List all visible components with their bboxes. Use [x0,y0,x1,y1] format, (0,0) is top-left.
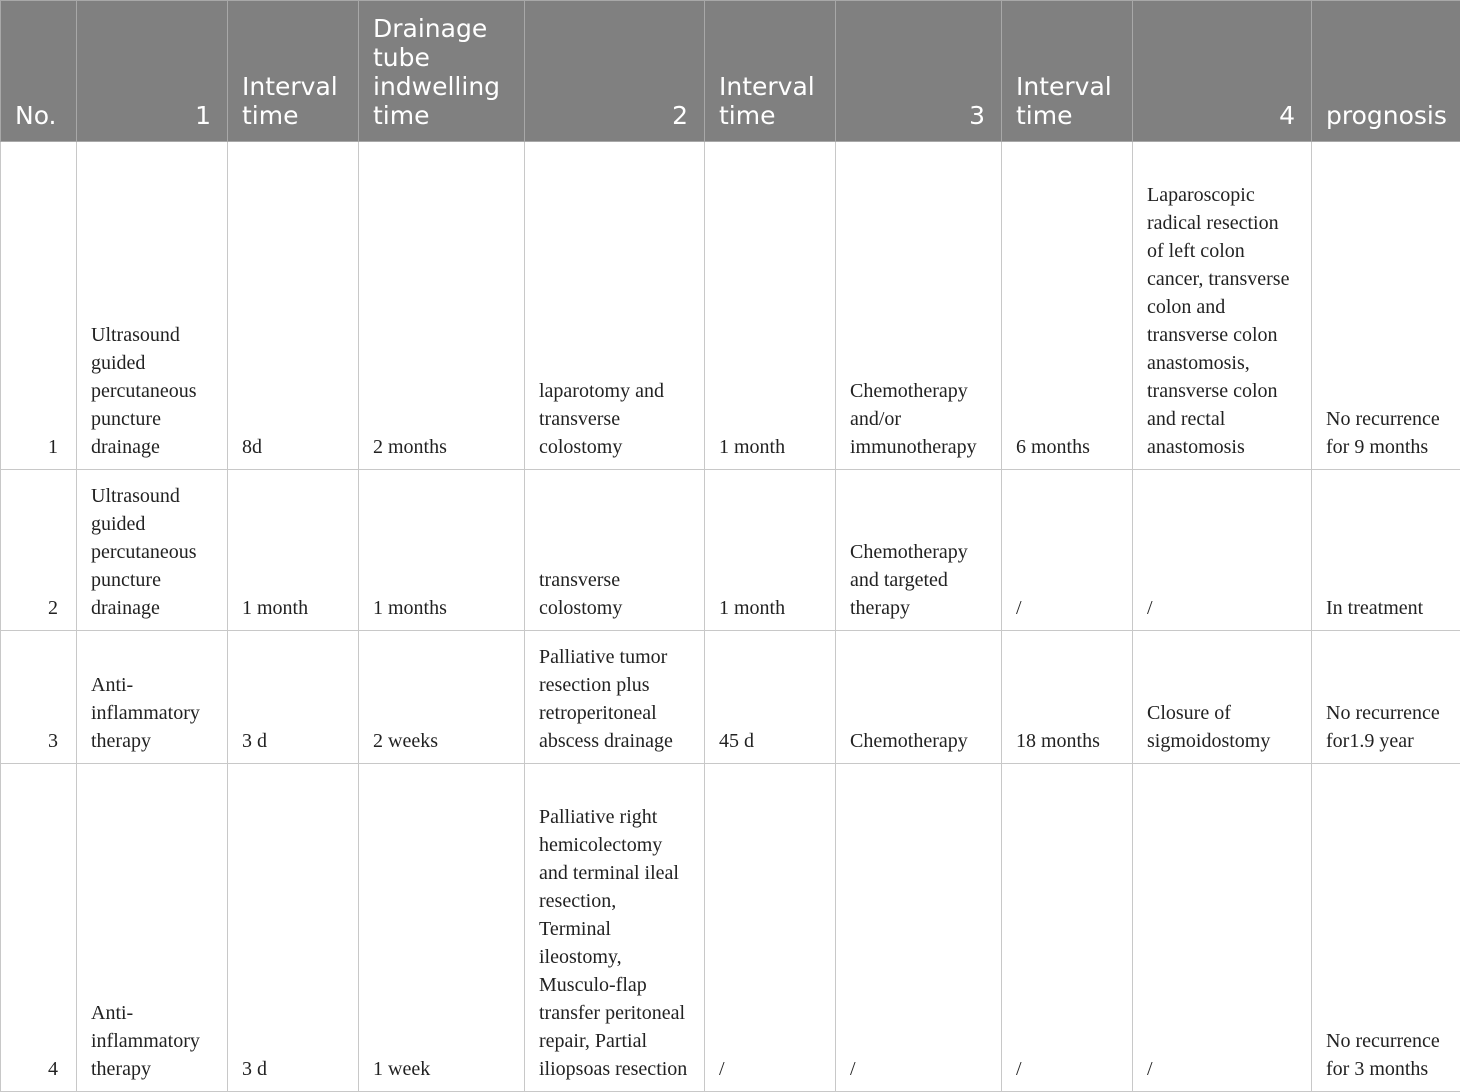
cell-interval-3: 6 months [1002,142,1133,470]
cell-drainage-time: 1 months [359,470,525,631]
table-row [1,764,1460,1092]
cell-interval-1: 3 d [228,631,359,764]
cell-interval-3: / [1002,764,1133,1092]
cell-no: 1 [1,142,77,470]
cell-step-2: Palliative right hemicolectomy and terminal ileal resection, Terminal ileostomy, Musculo-flap transfer peritoneal repair, Partial iliopsoas resection [525,764,705,1092]
header-interval-time-1: Interval time [228,1,359,142]
cell-prognosis: No recurrence for1.9 year [1312,631,1460,764]
cell-step-4: / [1133,764,1312,1092]
cell-step-4: / [1133,470,1312,631]
header-step-2: 2 [525,1,705,142]
header-step-4: 4 [1133,1,1312,142]
cell-step-2: transverse colostomy [525,470,705,631]
table-row [1,142,1460,470]
cell-interval-1: 1 month [228,470,359,631]
header-step-1: 1 [77,1,228,142]
cell-step-1: Anti-inflammatory therapy [77,631,228,764]
cell-no: 3 [1,631,77,764]
cell-prognosis: No recurrence for 9 months [1312,142,1460,470]
cell-interval-2: 1 month [705,470,836,631]
cell-step-3: / [836,764,1002,1092]
cell-step-1: Anti-inflammatory therapy [77,764,228,1092]
header-row [1,1,1460,142]
cell-step-4: Laparoscopic radical resection of left colon cancer, transverse colon and transverse colon anastomosis, transverse colon and rectal anastomosis [1133,142,1312,470]
header-interval-time-2: Interval time [705,1,836,142]
cell-step-2: laparotomy and transverse colostomy [525,142,705,470]
cell-drainage-time: 2 months [359,142,525,470]
header-prognosis: prognosis [1312,1,1460,142]
cell-step-3: Chemotherapy [836,631,1002,764]
cell-step-1: Ultrasound guided percutaneous puncture drainage [77,142,228,470]
cell-interval-1: 8d [228,142,359,470]
cell-interval-2: 45 d [705,631,836,764]
cell-interval-3: / [1002,470,1133,631]
header-interval-time-3: Interval time [1002,1,1133,142]
header-drainage-tube-time: Drainage tube indwelling time [359,1,525,142]
cell-interval-3: 18 months [1002,631,1133,764]
cell-drainage-time: 2 weeks [359,631,525,764]
table-row [1,631,1460,764]
cell-step-3: Chemotherapy and/or immunotherapy [836,142,1002,470]
header-no: No. [1,1,77,142]
cell-prognosis: No recurrence for 3 months [1312,764,1460,1092]
table-row [1,470,1460,631]
cell-no: 2 [1,470,77,631]
cell-interval-2: / [705,764,836,1092]
cell-no: 4 [1,764,77,1092]
cell-prognosis: In treatment [1312,470,1460,631]
header-step-3: 3 [836,1,1002,142]
cell-step-2: Palliative tumor resection plus retroperitoneal abscess drainage [525,631,705,764]
cell-step-1: Ultrasound guided percutaneous puncture drainage [77,470,228,631]
cell-interval-1: 3 d [228,764,359,1092]
cell-step-3: Chemotherapy and targeted therapy [836,470,1002,631]
cell-drainage-time: 1 week [359,764,525,1092]
cell-interval-2: 1 month [705,142,836,470]
cell-step-4: Closure of sigmoidostomy [1133,631,1312,764]
